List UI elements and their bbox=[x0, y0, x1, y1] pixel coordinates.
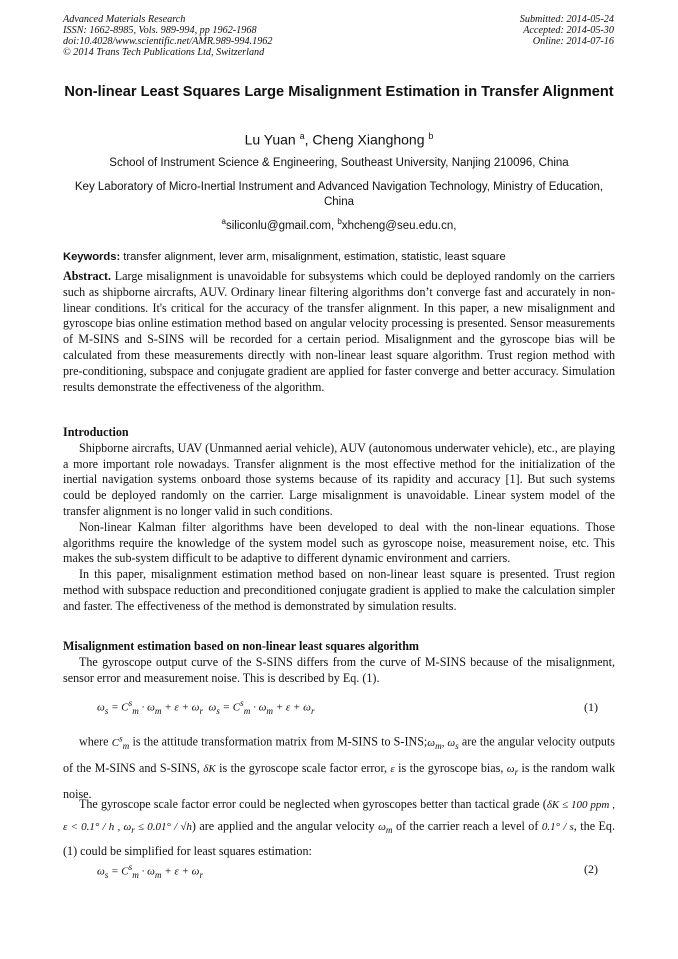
copyright: © 2014 Trans Tech Publications Ltd, Switzerland bbox=[63, 47, 265, 58]
emails bbox=[63, 214, 615, 234]
journal-header-left bbox=[63, 14, 272, 58]
equation-2-number: (2) bbox=[584, 862, 598, 876]
authors bbox=[63, 131, 615, 148]
author-2: Cheng Xianghong bbox=[312, 131, 425, 148]
issn: ISSN: 1662-8985, Vols. 989-994, pp 1962-1968 bbox=[63, 25, 257, 36]
affiliation-2: Key Laboratory of Micro-Inertial Instrument and Advanced Navigation Technology, Ministry of Education, China bbox=[74, 181, 604, 208]
journal-name: Advanced Materials Research bbox=[63, 14, 186, 25]
equation-1: $\omega_s = C^s_m \cdot \omega_m + \varepsilon + \omega_r$ $\omega_s = C^s_m \cdot \omega_m + \varepsilon + \omega_r$ bbox=[97, 698, 315, 716]
symbol-c-sm: $C^s_m$ bbox=[111, 733, 130, 751]
intro-paragraph-1: Shipborne aircrafts, UAV (Unmanned aerial vehicle), AUV (autonomous underwater vehicle), etc., are playing a more important role nowadays. Transfer alignment is the most effective method for the initialization of the inertial navigation systems onboard those systems because of its rapidity and accuracy [1]. But such systems could be deployed randomly on the carrier. Large misalignment is unavoidable. Linear system model of the transfer alignment is no longer valid in such conditions. bbox=[63, 440, 615, 518]
simplify-text-d: , the Eq. (1) could be simplified for least squares estimation: bbox=[63, 819, 615, 859]
simplify-text-a: The gyroscope scale factor error could be neglected when gyroscopes better than tactical grade ( bbox=[79, 797, 547, 811]
where-text-a: where bbox=[79, 734, 112, 749]
email-a-sup: a bbox=[221, 217, 226, 226]
intro-paragraph-2: Non-linear Kalman filter algorithms have been developed to deal with the non-linear equations. Those algorithms require the knowledge of the system model such as gyroscope noise, measurement noise, etc. This makes the sub-system difficult to be adaptive to different dynamic environment and carriers. bbox=[63, 519, 615, 566]
email-b-sup: b bbox=[337, 217, 342, 226]
abstract-label: Abstract. bbox=[63, 269, 112, 283]
intro-paragraph-3: In this paper, misalignment estimation method based on non-linear least square is presented. Trust region method with subspace reduction and preconditioned conjugate gradient is applied to make the calculation simpler and faster. The effectiveness of the method is demonstrated by simulation results. bbox=[63, 567, 615, 613]
symbol-epsilon: ε bbox=[390, 762, 395, 775]
abstract-text: Large misalignment is unavoidable for subsystems which could be deployed randomly on the carriers such as shipborne aircrafts, AUV. Ordinary linear filtering algorithms don’t converge fast and accurately in non-linear conditions. It's critical for the accuracy of the transfer alignment. In this paper, a new misalignment and gyroscope bias online estimation method based on angular velocity processing is presented. Sensor measurements of M-SINS and S-SINS will be recorded for a certain period. Misalignment and the gyroscope bias will be calculated from these measurements directly with non-linear least square algorithm. Trust region method with pre-conditioning, subspace and conjugate gradient are applied for faster converge and better accuracy. Simulation results demonstrate the effectiveness of the algorithm. bbox=[63, 269, 615, 394]
section-2-heading: Misalignment estimation based on non-linear least squares algorithm bbox=[63, 639, 419, 653]
where-text-d: is the gyroscope scale factor error, bbox=[215, 760, 391, 775]
submitted-date: Submitted: 2014-05-24 bbox=[519, 14, 614, 25]
introduction-heading: Introduction bbox=[63, 425, 129, 439]
email-b[interactable]: xhcheng@seu.edu.cn, bbox=[341, 219, 457, 232]
condition-expression: δK ≤ 100 ppm , ε < 0.1° / h , $\omega_r \le 0.01^\circ / √h$ bbox=[63, 799, 615, 836]
email-a[interactable]: siliconlu@gmail.com, bbox=[226, 219, 338, 232]
where-text-b: is the attitude transformation matrix from M-SINS to S-INS; bbox=[129, 734, 428, 749]
keywords bbox=[63, 251, 615, 263]
author-1-sup: a bbox=[299, 131, 305, 141]
author-2-sup: b bbox=[428, 131, 434, 141]
affiliation-1: School of Instrument Science & Engineering, Southeast University, Nanjing 210096, China bbox=[109, 157, 569, 169]
equation-2: $\omega_s = C^s_m \cdot \omega_m + \varepsilon + \omega_r$ bbox=[97, 862, 204, 880]
accepted-date: Accepted: 2014-05-30 bbox=[523, 25, 614, 36]
keywords-label: Keywords: bbox=[63, 251, 121, 263]
journal-header-right bbox=[520, 14, 614, 47]
author-separator: , bbox=[304, 131, 313, 148]
simplification-paragraph bbox=[63, 794, 615, 862]
section-2-paragraph-1: The gyroscope output curve of the S-SINS differs from the curve of M-SINS because of the misalignment, sensor error and measurement noise. This is described by Eq. (1). bbox=[63, 654, 615, 685]
symbol-delta-k: δK bbox=[203, 762, 216, 775]
symbol-omega-m-s: $\omega_m$, $\omega_s$ bbox=[427, 736, 459, 751]
where-text-c: are the angular velocity outputs of the M-SINS and S-SINS, bbox=[63, 734, 615, 775]
simplify-text-c: of the carrier reach a level of bbox=[392, 819, 542, 833]
introduction-section bbox=[63, 425, 615, 615]
simplify-text-b: ) are applied and the angular velocity bbox=[191, 819, 379, 833]
where-text-e: is the gyroscope bias, bbox=[394, 760, 507, 775]
author-1: Lu Yuan bbox=[244, 131, 296, 148]
where-text-f: is the random walk noise. bbox=[63, 760, 615, 802]
rate-level-expression: 0.1° / s bbox=[541, 821, 574, 833]
online-date: Online: 2014-07-16 bbox=[532, 36, 614, 47]
equation-1-number: (1) bbox=[584, 700, 598, 714]
misalignment-section bbox=[63, 639, 615, 686]
paper-title: Non-linear Least Squares Large Misalignment Estimation in Transfer Alignment bbox=[64, 84, 614, 100]
doi: doi:10.4028/www.scientific.net/AMR.989-994.1962 bbox=[63, 36, 273, 47]
abstract bbox=[63, 269, 615, 395]
symbol-omega-r: $\omega_r$ bbox=[506, 762, 519, 778]
keywords-text: transfer alignment, lever arm, misalignment, estimation, statistic, least square bbox=[120, 251, 506, 263]
symbol-omega-m: $\omega_m$ bbox=[378, 821, 393, 836]
